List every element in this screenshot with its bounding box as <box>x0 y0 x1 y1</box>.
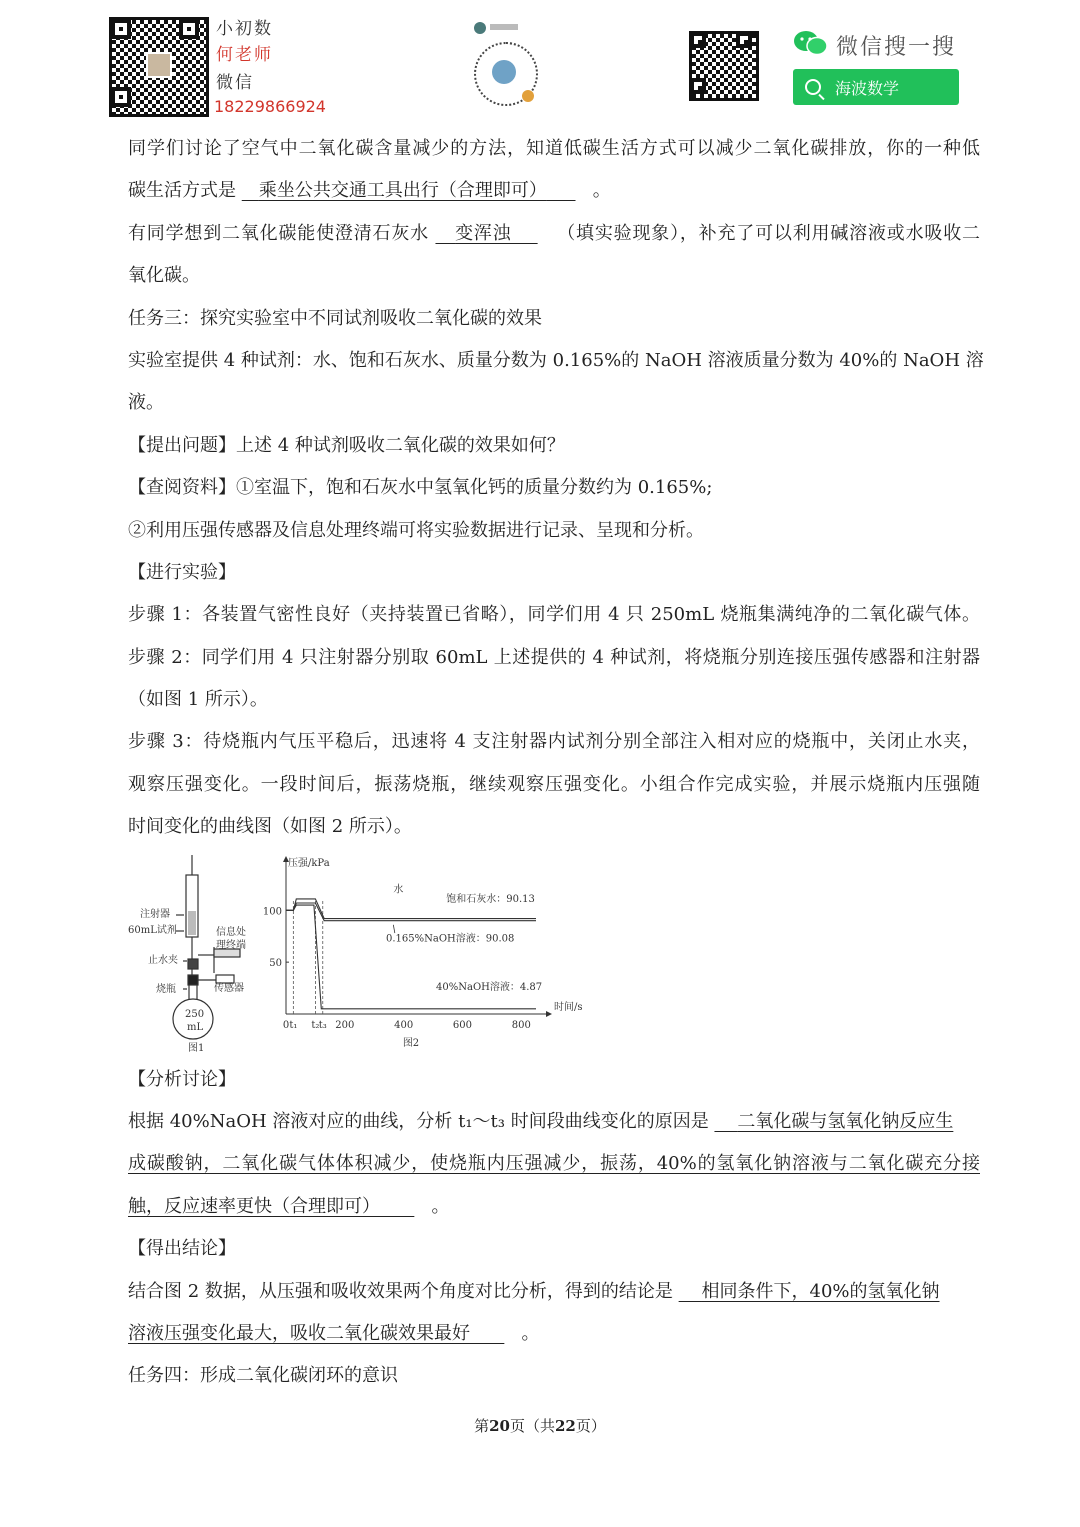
y-tick-label: 50 <box>269 957 282 969</box>
paragraph-line <box>128 213 980 255</box>
x-axis-label: 时间/s <box>554 1001 583 1013</box>
paragraph-line: 氧化碳。 <box>128 265 200 287</box>
page-footer <box>0 1415 1080 1436</box>
paragraph-line: （如图 1 所示）。 <box>128 689 268 711</box>
x-tick-label: 400 <box>394 1019 414 1031</box>
section-heading: 【得出结论】 <box>128 1238 236 1260</box>
series-final-label: 0.165%NaOH溶液：90.08 <box>386 933 515 945</box>
series-final-label: 饱和石灰水：90.13 <box>446 893 535 905</box>
answer-text: 触，反应速率更快（合理即可） <box>128 1195 380 1217</box>
fig1-label: 信息处 <box>216 926 246 938</box>
answer-text: 乘坐公共交通工具出行（合理即可） <box>258 180 547 202</box>
answer-text: 变浑浊 <box>455 222 512 244</box>
fig1-label: 60mL试剂 <box>128 924 177 936</box>
question-text: 碳生活方式是 <box>128 180 242 202</box>
paragraph-line: 液。 <box>128 392 164 414</box>
paragraph-line: 步骤 1：各装置气密性良好（夹持装置已省略），同学们用 4 只 250mL 烧瓶集满纯净的二氧化碳气体。 <box>128 604 980 626</box>
series-final-label: 40%NaOH溶液：4.87 <box>436 981 543 993</box>
paragraph-line: 步骤 3：待烧瓶内气压平稳后，迅速将 4 支注射器内试剂分别全部注入相对应的烧瓶中，关闭止水夹， <box>128 731 980 753</box>
handwritten-label: 微信 <box>216 73 254 93</box>
question-text: 。 <box>592 180 611 202</box>
x-tick-label: t₂ <box>311 1019 320 1031</box>
paragraph-line: 观察压强变化。一段时间后，振荡烧瓶，继续观察压强变化。小组合作完成实验，并展示烧瓶内压强随 <box>128 773 980 795</box>
fig1-label: 理终端 <box>216 939 246 951</box>
page-header <box>0 0 1080 125</box>
y-tick-label: 100 <box>262 905 282 917</box>
annotation-leader <box>393 924 394 932</box>
search-icon <box>805 79 821 95</box>
paragraph-line: 时间变化的曲线图（如图 2 所示）。 <box>128 816 412 838</box>
answer-blank <box>679 1281 940 1302</box>
wechat-search-icon <box>793 30 829 56</box>
page-number: 20 <box>489 1417 510 1435</box>
question-text: 有同学想到二氧化碳能使澄清石灰水 <box>128 222 436 244</box>
question-text: 。 <box>521 1322 540 1344</box>
question-text: 结合图 2 数据，从压强和吸收效果两个角度对比分析，得到的结论是 <box>128 1280 679 1302</box>
figure-2-chart <box>262 849 596 1059</box>
logo-icon <box>474 22 486 34</box>
paragraph-line: ②利用压强传感器及信息处理终端可将实验数据进行记录、呈现和分析。 <box>128 519 704 541</box>
qr-corner <box>690 32 706 48</box>
answer-blank <box>128 1196 414 1217</box>
paragraph-line <box>128 1186 980 1228</box>
qr-corner <box>736 32 752 48</box>
x-tick-label: 600 <box>452 1019 473 1031</box>
paragraph-line <box>128 170 980 212</box>
figure-2-caption: 图2 <box>402 1037 420 1049</box>
search-keyword-button[interactable] <box>793 69 959 105</box>
qr-corner <box>111 87 131 107</box>
page-total: 22 <box>555 1417 576 1435</box>
avatar <box>146 52 172 78</box>
x-tick-label: t₁ <box>289 1019 298 1031</box>
section-heading: 【进行实验】 <box>128 561 236 583</box>
footer-text: 页） <box>575 1417 606 1435</box>
x-tick-label: 800 <box>511 1019 531 1031</box>
figure-1-apparatus <box>128 849 268 1059</box>
answer-text: 成碳酸钠，二氧化碳气体体积减少，使烧瓶内压强减少，振荡，40%的氢氧化钠溶液与二氧化碳充分接 <box>128 1153 980 1175</box>
fig1-label: 烧瓶 <box>156 983 176 995</box>
answer-blank <box>714 1111 953 1132</box>
section-heading: 【提出问题】上述 4 种试剂吸收二氧化碳的效果如何？ <box>128 434 565 456</box>
answer-blank <box>128 1323 504 1344</box>
paragraph-line: 同学们讨论了空气中二氧化碳含量减少的方法，知道低碳生活方式可以减少二氧化碳排放，你的一种低 <box>128 138 980 159</box>
paragraph-line: 【查阅资料】①室温下，饱和石灰水中氢氧化钙的质量分数约为 0.165%; <box>128 477 713 499</box>
handwritten-phone: 18229866924 <box>214 97 326 116</box>
paragraph-line: 实验室提供 4 种试剂：水、饱和石灰水、质量分数为 0.165%的 NaOH 溶液质量分数为 40%的 NaOH 溶 <box>128 349 984 371</box>
x-tick-label: 0 <box>282 1019 290 1031</box>
qr-corner <box>690 78 706 94</box>
logo-caption <box>490 24 518 30</box>
x-tick-label: t₃ <box>318 1019 327 1031</box>
figure-1-caption: 图1 <box>188 1042 205 1054</box>
mini-program-badge <box>522 90 534 102</box>
answer-text: 二氧化碳与氢氧化钠反应生 <box>737 1111 954 1133</box>
search-keyword: 海波数学 <box>835 78 900 98</box>
task-heading: 任务三：探究实验室中不同试剂吸收二氧化碳的效果 <box>128 307 542 329</box>
y-axis-label: 压强/kPa <box>288 857 330 869</box>
question-text: 根据 40%NaOH 溶液对应的曲线，分析 t₁～t₃ 时间段曲线变化的原因是 <box>128 1111 715 1133</box>
paragraph-line: 步骤 2：同学们用 4 只注射器分别取 60mL 上述提供的 4 种试剂，将烧瓶分别连接压强传感器和注射器 <box>128 646 980 668</box>
fig1-label: 传感器 <box>214 982 244 994</box>
paragraph-line <box>128 1313 980 1355</box>
wechat-search-title: 微信搜一搜 <box>836 35 957 60</box>
mini-program-center <box>492 60 516 84</box>
fig1-label: 250 <box>185 1008 205 1020</box>
x-axis-arrow <box>546 1011 552 1017</box>
x-tick-label: 200 <box>335 1019 355 1031</box>
qr-corner <box>111 19 131 39</box>
task-heading: 任务四：形成二氧化碳闭环的意识 <box>128 1365 398 1387</box>
handwritten-label: 小初数 <box>216 19 273 39</box>
handwritten-label: 何老师 <box>216 45 273 65</box>
question-text: （填实验现象），补充了可以利用碱溶液或水吸收二 <box>557 222 980 244</box>
fig1-label: 注射器 <box>140 908 170 920</box>
section-heading: 【分析讨论】 <box>128 1068 236 1090</box>
paragraph-line <box>128 1101 980 1143</box>
fig1-label: 止水夹 <box>148 954 178 966</box>
figure-row <box>128 849 980 1059</box>
answer-text: 溶液压强变化最大，吸收二氧化碳效果最好 <box>128 1322 470 1344</box>
question-text: 。 <box>431 1195 450 1217</box>
answer-text: 相同条件下，40%的氢氧化钠 <box>701 1280 940 1302</box>
answer-blank <box>435 223 537 244</box>
document-body <box>128 128 984 1398</box>
series-name-label: 水 <box>393 884 404 896</box>
qr-corner <box>179 19 199 39</box>
answer-blank <box>242 180 576 201</box>
fig1-label: mL <box>187 1021 204 1033</box>
paragraph-line <box>128 1271 980 1313</box>
footer-text: 页（共 <box>509 1417 555 1435</box>
footer-text: 第 <box>474 1417 490 1435</box>
